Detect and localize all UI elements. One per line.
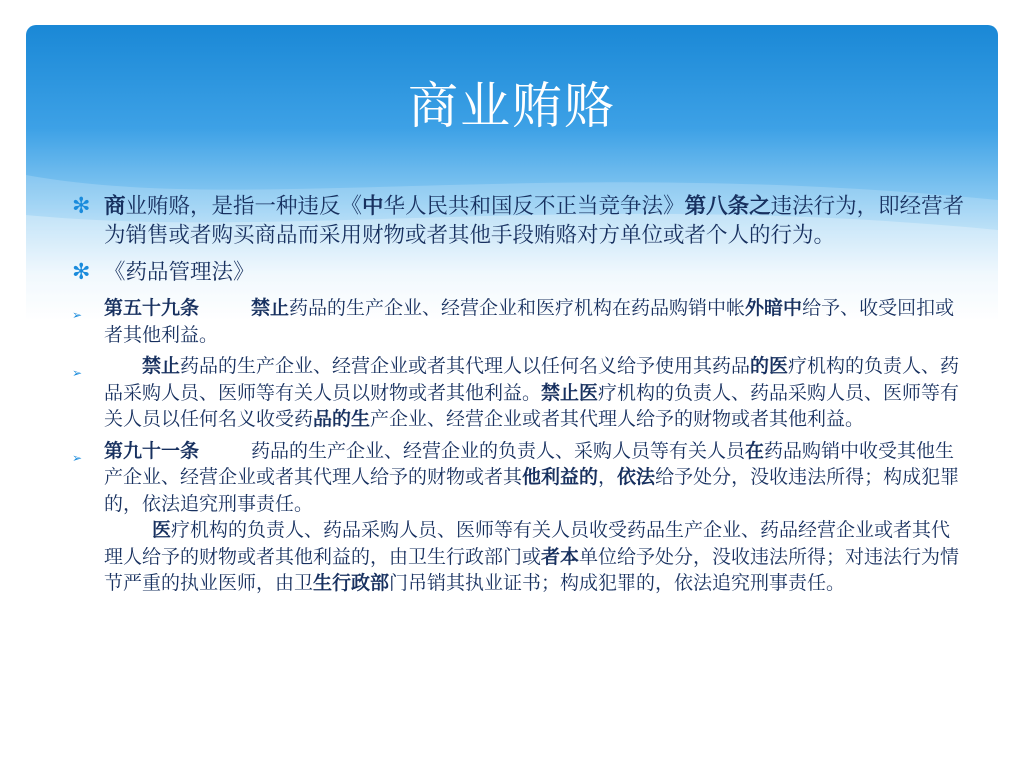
bullet-star-icon: ✻ — [72, 260, 91, 285]
bullet-item — [72, 353, 968, 433]
bullet-text — [104, 438, 968, 597]
text-run: 单位给予处分，没收违法所得；对违法行为情节严重的执业医师，由卫 — [104, 545, 960, 594]
text-run: 业贿赂，是指一种违反《 — [125, 194, 363, 219]
text-run: ， — [598, 466, 618, 488]
text-run: 违法行为，即经营者为销售或者购买商品而采用财物或者其他手段贿赂对方单位或者个人的行为。 — [104, 194, 965, 248]
bullet-text — [104, 295, 968, 348]
text-run: 疗机构的负责人、药品采购人员、医师等有关人员收受药品生产企业、药品经营企业或者其代理人给予的财物或者其他利益的，由卫生行政部门或 — [104, 519, 951, 568]
bullet-arrow-icon: ➢ — [72, 366, 83, 380]
bullet-item — [72, 192, 968, 250]
text-run: 给予处分，没收违法所得；构成犯罪的，依法追究刑事责任。 — [104, 466, 960, 515]
text-run: 药品的生产企业、经营企业和医疗机构在药品购销中帐 — [289, 297, 746, 319]
slide-title: 商业贿赂 — [408, 77, 616, 135]
emphasis-run: 者本 — [541, 545, 580, 568]
bullet-item — [72, 258, 968, 287]
emphasis-run: 禁止医 — [541, 381, 599, 404]
text-run: 疗机构的负责人、药品采购人员、医师等有关人员以财物或者其他利益。 — [104, 355, 960, 404]
bullet-star-icon: ✻ — [72, 194, 91, 219]
emphasis-run: 医 — [152, 519, 172, 541]
text-run: 产企业、经营企业或者其代理人给予的财物或者其他利益。 — [370, 408, 865, 430]
emphasis-run: 生行政部 — [313, 572, 390, 594]
emphasis-run: 他利益的 — [522, 466, 599, 488]
bullet-text — [104, 258, 968, 287]
emphasis-run: 禁止 — [142, 355, 181, 377]
bullet-text — [104, 353, 968, 433]
text-run: 疗机构的负责人、药品采购人员、医师等有关人员以任何名义收受药 — [104, 381, 960, 430]
text-run: 华人民共和国反不正当竞争法》 — [383, 194, 685, 219]
emphasis-run: 在 — [745, 439, 765, 462]
emphasis-run: 的医 — [750, 355, 789, 377]
text-run: 药品的生产企业、经营企业的负责人、采购人员等有关人员 — [251, 439, 746, 462]
bullet-item — [72, 438, 968, 597]
emphasis-run: 第八条之 — [684, 194, 771, 219]
emphasis-run: 商 — [104, 194, 126, 219]
text-run: 药品购销中收受其他生产企业、经营企业或者其代理人给予的财物或者其 — [104, 439, 955, 488]
emphasis-run: 中 — [362, 194, 384, 219]
emphasis-run: 外暗中 — [745, 297, 803, 319]
emphasis-run: 第九十一条 — [104, 439, 200, 462]
bullet-arrow-icon: ➢ — [72, 308, 83, 322]
text-run: 门吊销其执业证书；构成犯罪的，依法追究刑事责任。 — [389, 572, 846, 594]
bullet-text — [104, 192, 968, 250]
text-run: 《药品管理法》 — [104, 260, 255, 285]
emphasis-run: 禁止 — [251, 297, 290, 319]
emphasis-run: 第五十九条 — [104, 297, 200, 319]
bullet-arrow-icon: ➢ — [72, 450, 83, 465]
text-run: 药品的生产企业、经营企业或者其代理人以任何名义给予使用其药品 — [180, 355, 751, 377]
bullet-item — [72, 295, 968, 348]
text-run: 给予、收受回扣或者其他利益。 — [104, 297, 955, 346]
emphasis-run: 品的生 — [313, 408, 371, 430]
slide-content — [72, 192, 968, 602]
emphasis-run: 依法 — [617, 466, 656, 488]
